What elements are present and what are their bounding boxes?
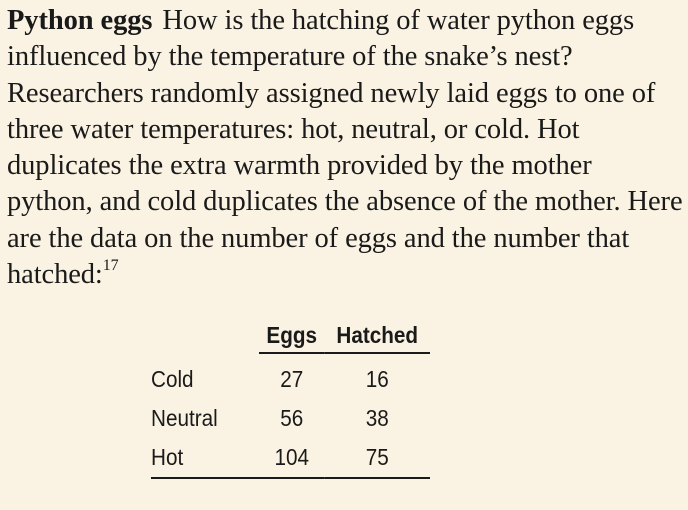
neutral-eggs: 56 xyxy=(280,405,304,431)
header-hatched: Hatched xyxy=(324,318,430,353)
table-row xyxy=(151,438,430,478)
hot-eggs: 104 xyxy=(259,438,324,478)
hatching-data-table xyxy=(151,318,430,479)
row-label-neutral: Neutral xyxy=(151,405,218,431)
table-header-row xyxy=(151,318,430,353)
cold-eggs: 27 xyxy=(280,366,304,392)
problem-body: How is the hatching of water python eggs influenced by the temperature of the snake’s nest? Researchers randomly assigned newly laid eggs to one of three water temperatures: hot, neutral, or cold. Hot duplicates the extra warmth provided by the mother python, and cold duplicates the absence of the mother. Here are the data on the number of eggs and the number that hatched: xyxy=(7,5,683,291)
header-blank-cell xyxy=(151,318,259,353)
cold-hatched: 16 xyxy=(365,366,389,392)
table-row xyxy=(151,353,430,399)
header-eggs: Eggs xyxy=(259,318,324,353)
row-label-hot: Hot xyxy=(151,438,259,478)
problem-text xyxy=(7,3,683,293)
table-row xyxy=(151,399,430,438)
footnote-marker: 17 xyxy=(102,256,119,274)
neutral-hatched: 38 xyxy=(365,405,389,431)
hot-hatched: 75 xyxy=(324,438,430,478)
problem-title: Python eggs xyxy=(7,5,153,36)
row-label-cold: Cold xyxy=(151,365,194,392)
